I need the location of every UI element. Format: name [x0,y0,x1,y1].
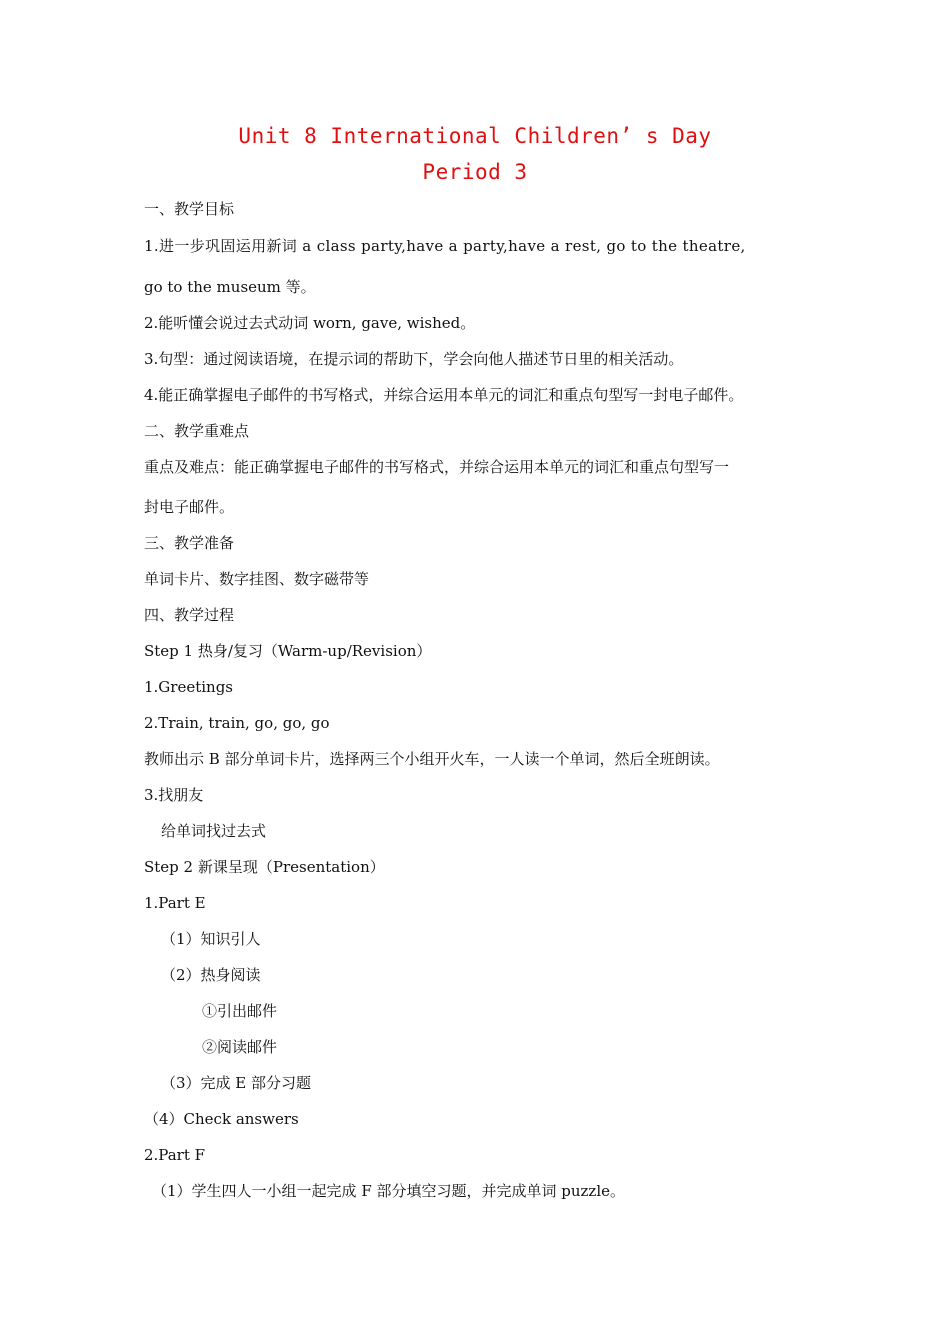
step-subitem: （1）学生四人一小组一起完成 F 部分填空习题，并完成单词 puzzle。 [152,1182,626,1200]
step-item: 3.找朋友 [144,786,204,804]
step-subsubitem: ②阅读邮件 [202,1038,278,1056]
step-subsubitem: ①引出邮件 [202,1002,278,1020]
step-description: 教师出示 B 部分单词卡片，选择两三个小组开火车，一人读一个单词，然后全班朗读。 [144,750,720,768]
step-heading: Step 1 热身/复习（Warm-up/Revision） [144,642,432,660]
step-item: 1.Part E [144,894,206,912]
key-points-line-continued: 封电子邮件。 [144,498,235,516]
step-subitem: （4）Check answers [144,1110,299,1128]
section-heading-procedure: 四、教学过程 [144,606,235,624]
step-item: 2.Train, train, go, go, go [144,714,330,732]
step-item: 2.Part F [144,1146,206,1164]
document-title: Unit 8 International Children’ s Day [238,124,712,148]
section-heading-preparation: 三、教学准备 [144,534,235,552]
preparation-line: 单词卡片、数字挂图、数字磁带等 [144,570,370,588]
step-subitem: （2）热身阅读 [161,966,261,984]
objective-line: 2.能听懂会说过去式动词 worn, gave, wished。 [144,314,476,332]
objective-line: 1.进一步巩固运用新词 a class party,have a party,have a rest, go to the theatre, [144,237,746,255]
document-subtitle: Period 3 [422,160,528,184]
step-heading: Step 2 新课呈现（Presentation） [144,858,385,876]
objective-line: 4.能正确掌握电子邮件的书写格式，并综合运用本单元的词汇和重点句型写一封电子邮件。 [144,386,744,404]
step-subitem: （1）知识引人 [161,930,261,948]
step-subitem: （3）完成 E 部分习题 [161,1074,312,1092]
objective-line-continued: go to the museum 等。 [144,278,316,296]
step-item: 1.Greetings [144,678,234,696]
key-points-line: 重点及难点：能正确掌握电子邮件的书写格式，并综合运用本单元的词汇和重点句型写一 [144,458,730,476]
section-heading-objectives: 一、教学目标 [144,200,235,218]
objective-line: 3.句型：通过阅读语境，在提示词的帮助下，学会向他人描述节日里的相关活动。 [144,350,684,368]
section-heading-key-points: 二、教学重难点 [144,422,250,440]
step-subitem: 给单词找过去式 [161,822,267,840]
